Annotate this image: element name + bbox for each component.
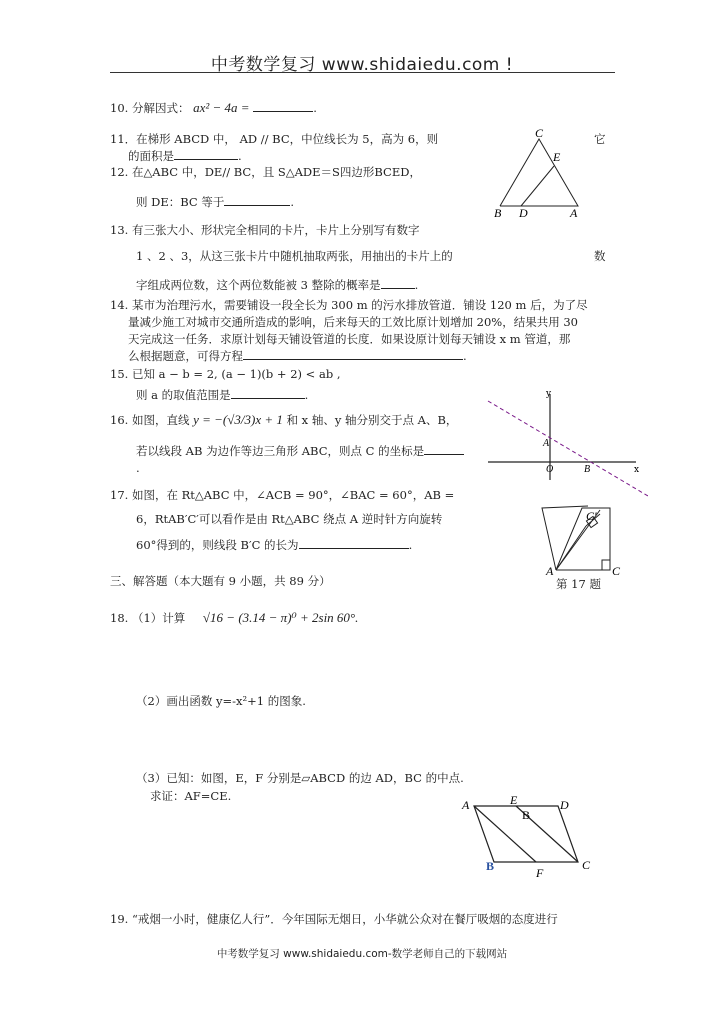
q10-answer-blank <box>253 99 313 112</box>
page-footer: 中考数学复习 www.shidaiedu.com-数学老师自己的下载网站 <box>216 948 508 960</box>
q14-answer-blank <box>243 347 463 360</box>
page-header: 中考数学复习 www.shidaiedu.com ! <box>210 55 514 75</box>
question-12-line2: 则 DE：BC 等于 . <box>136 195 295 209</box>
question-19-line1: 19. “戒烟一小时，健康亿人行”．今年国际无烟日，小华就公众对在餐厅吸烟的态度进行 <box>110 912 558 926</box>
question-14-line4: 么根据题意，可得方程 . <box>128 349 467 363</box>
label-y: y <box>546 389 552 399</box>
q10-expression: ax² − 4a = <box>193 100 250 115</box>
q17-figure-caption: 第 17 题 <box>556 577 601 591</box>
label-B-inner: B <box>522 808 531 822</box>
label-O: O <box>546 464 554 475</box>
triangle-figure <box>488 125 588 220</box>
question-16-line2: 若以线段 AB 为边作等边三角形 ABC，则点 C 的坐标是 <box>136 442 464 459</box>
question-14-line2: 量减少施工对城市交通所造成的影响，后来每天的工效比原计划增加 20%，结果共用 30 <box>128 315 579 329</box>
label-A: A <box>543 438 550 449</box>
label-F: F <box>536 866 544 880</box>
question-12-line1: 12. 在△ABC 中，DE// BC，且 S△ADE＝S四边形BCED， <box>110 165 421 179</box>
question-15-line2: 则 a 的取值范围是 . <box>136 388 309 402</box>
question-14-line1: 14. 某市为治理污水，需要铺设一段全长为 300 m 的污水排放管道．铺设 120 m 后，为了尽 <box>110 298 588 312</box>
label-E: E <box>510 796 518 807</box>
question-18-part1: 18. （1）计算 √16 − (3.14 − π)⁰ + 2sin 60°. <box>110 610 359 625</box>
question-13-line2: 1 、2 、3，从这三张卡片中随机抽取两张，用抽出的卡片上的 <box>136 249 453 263</box>
question-11-line1: 11．在梯形 ABCD 中， AD // BC，中位线长为 5，高为 6，则 <box>110 132 439 146</box>
q16-answer-blank <box>424 442 464 455</box>
question-10: 10. 分解因式： ax² − 4a = . <box>110 100 317 115</box>
question-11-word: 它 <box>594 132 606 146</box>
question-18-part2: （2）画出函数 y=-x²+1 的图象. <box>136 694 306 708</box>
q11-answer-blank <box>174 147 238 160</box>
label-C: C <box>582 858 591 872</box>
question-14-line3: 天完成这一任务．求原计划每天铺设管道的长度．如果设原计划每天铺设 x m 管道，那 <box>128 332 571 346</box>
label-A: A <box>546 564 554 578</box>
question-18-part3: （3）已知：如图，E，F 分别是▱ABCD 的边 AD，BC 的中点. <box>136 771 464 785</box>
question-13-line1: 13. 有三张大小、形状完全相同的卡片，卡片上分别写有数字 <box>110 223 420 237</box>
question-18-prove: 求证：AF=CE. <box>150 789 232 803</box>
label-C-prime: C′ <box>586 509 597 523</box>
question-17-line2: 6，RtAB′C′可以看作是由 Rt△ABC 绕点 A 逆时针方向旋转 <box>136 512 443 526</box>
q13-answer-blank <box>381 276 415 289</box>
question-15-line1: 15. 已知 a − b = 2, (a − 1)(b + 2) < ab , <box>110 367 341 381</box>
section-3-title: 三、解答题（本大题有 9 小题，共 89 分） <box>110 574 331 588</box>
question-13-word: 数 <box>594 249 606 263</box>
q12-answer-blank <box>224 193 290 206</box>
label-E: E <box>553 150 561 164</box>
label-B: B <box>494 206 502 220</box>
label-D: D <box>519 206 528 220</box>
q17-answer-blank <box>299 536 409 549</box>
label-B: B <box>486 859 495 873</box>
q18-expression: √16 − (3.14 − π)⁰ + 2sin 60°. <box>202 610 359 625</box>
label-C: C <box>612 564 621 578</box>
question-17-line3: 60°得到的，则线段 B′C 的长为 . <box>136 538 413 552</box>
label-x: x <box>634 465 640 475</box>
question-16-tail: . <box>136 461 140 475</box>
label-B: B <box>584 464 591 475</box>
label-C: C <box>535 126 544 140</box>
coordinate-figure <box>486 388 648 500</box>
question-17-line1: 17. 如图，在 Rt△ABC 中，∠ACB = 90°，∠BAC = 60°，AB = <box>110 488 455 502</box>
parallelogram-figure <box>458 796 598 880</box>
question-13-line3: 字组成两位数，这个两位数能被 3 整除的概率是 . <box>136 278 419 292</box>
label-D: D <box>560 798 569 812</box>
label-A: A <box>462 798 470 812</box>
label-A: A <box>570 206 578 220</box>
header-rule <box>110 72 615 73</box>
question-16-line1: 16. 如图，直线 y = −(√3/3)x + 1 和 x 轴、y 轴分别交于点 A、B， <box>110 412 458 427</box>
q16-line-equation: y = −(√3/3)x + 1 <box>193 412 283 427</box>
q15-answer-blank <box>231 386 305 399</box>
question-11-line2: 的面积是 . <box>128 149 242 163</box>
